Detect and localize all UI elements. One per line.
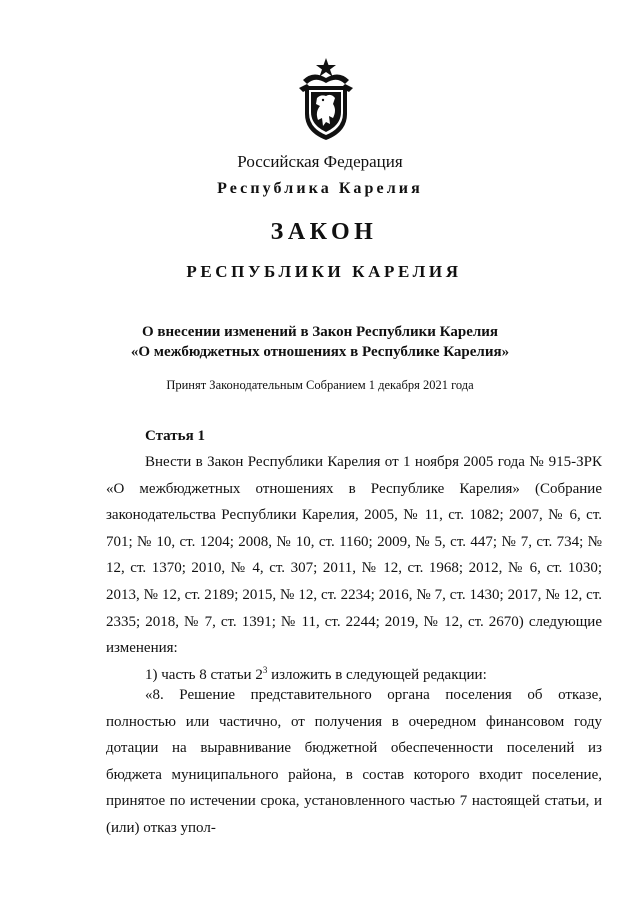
coat-of-arms-icon: [293, 58, 359, 142]
document-type: ЗАКОН: [270, 219, 378, 245]
document-issuer: РЕСПУБЛИКИ КАРЕЛИЯ: [186, 262, 462, 281]
law-title-line-2: «О межбюджетных отношениях в Республике Карелия»: [130, 344, 510, 360]
item-1-superscript: 3: [262, 665, 268, 675]
article-heading: Статья 1: [145, 428, 205, 444]
country-name: Российская Федерация: [237, 152, 403, 171]
item-1-text-start: 1) часть 8 статьи 2: [145, 667, 263, 683]
law-title-line-1: О внесении изменений в Закон Республики Карелия: [141, 324, 499, 340]
article-intro-paragraph: Внести в Закон Республики Карелия от 1 ноября 2005 года № 915-ЗРК «О межбюджетных отношениях в Республике Карелия» (Собрание законодательства Республики Карелия, 2005, № 11, ст. 1082; 2007, № 6, ст. 701; № 10, ст. 1204; 2008, № 10, ст. 1160; 2009, № 5, ст. 447; № 7, ст. 734; № 12, ст. 1370; 2010, № 4, ст. 307; 2011, № 12, ст. 1968; 2012, № 6, ст. 1030; 2013, № 12, ст. 2189; 2015, № 12, ст. 2234; 2016, № 7, ст. 1430; 2017, № 12, ст. 2335; 2018, № 7, ст. 1391; № 11, ст. 2244; 2019, № 12, ст. 2670) следующие изменения:: [106, 454, 602, 657]
item-1-text-end: изложить в следующей редакции:: [267, 667, 487, 683]
adoption-note: Принят Законодательным Собранием 1 декабря 2021 года: [166, 378, 474, 392]
republic-name: Республика Карелия: [217, 180, 423, 197]
quoted-amendment-paragraph: «8. Решение представительного органа поселения об отказе, полностью или частично, от получения в очередном финансовом году дотации на выравнивание бюджетной обеспеченности поселений из бюджета муниципального района, в состав которого входит поселение, принятое по истечении срока, установленного частью 7 настоящей статьи, и (или) отказ упол-: [106, 687, 602, 836]
